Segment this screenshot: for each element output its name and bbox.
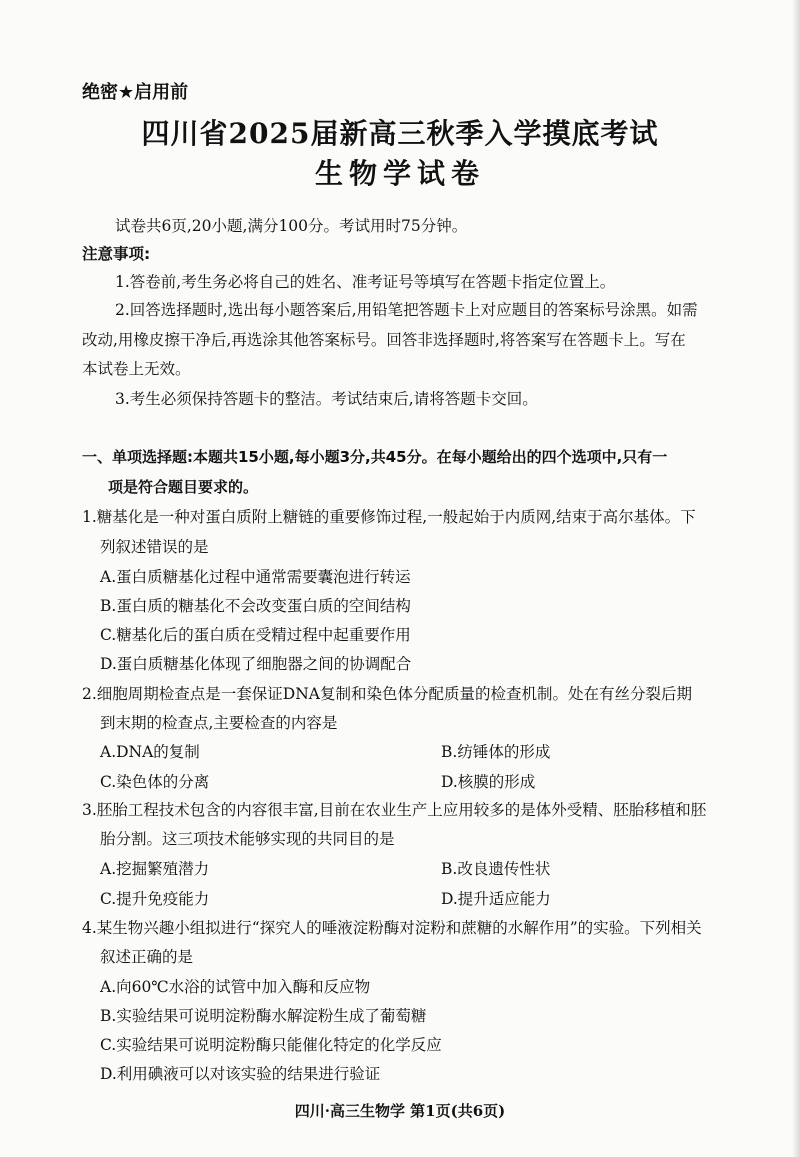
q1-stem-line-2: 列叙述错误的是 xyxy=(100,538,209,556)
note-item-2-line-2: 改动,用橡皮擦干净后,再选涂其他答案标号。回答非选择题时,将答案写在答题卡上。写在 xyxy=(82,331,686,349)
notes-heading: 注意事项: xyxy=(82,245,151,263)
q1-option-a: A.蛋白质糖基化过程中通常需要囊泡进行转运 xyxy=(100,568,411,586)
exam-info: 试卷共6页,20小题,满分100分。考试用时75分钟。 xyxy=(115,217,468,235)
q3-option-b: B.改良遗传性状 xyxy=(441,860,551,878)
note-item-3: 3.考生必须保持答题卡的整洁。考试结束后,请将答题卡交回。 xyxy=(115,390,538,408)
subject-title: 生物学试卷 xyxy=(314,157,485,190)
q4-stem-line-2: 叙述正确的是 xyxy=(100,948,194,966)
section-1-heading-cont: 项是符合题目要求的。 xyxy=(108,478,259,496)
q2-option-b: B.纺锤体的形成 xyxy=(441,743,551,761)
q3-option-a: A.挖掘繁殖潜力 xyxy=(100,860,210,878)
q2-option-d: D.核膜的形成 xyxy=(441,773,536,791)
q1-option-c: C.糖基化后的蛋白质在受精过程中起重要作用 xyxy=(100,626,411,644)
q4-option-b: B.实验结果可说明淀粉酶水解淀粉生成了葡萄糖 xyxy=(100,1007,427,1025)
q4-option-a: A.向60℃水浴的试管中加入酶和反应物 xyxy=(100,978,371,996)
note-item-1: 1.答卷前,考生务必将自己的姓名、准考证号等填写在答题卡指定位置上。 xyxy=(115,273,616,291)
q4-option-d: D.利用碘液可以对该实验的结果进行验证 xyxy=(100,1065,381,1083)
section-1-heading: 一、单项选择题:本题共15小题,每小题3分,共45分。在每小题给出的四个选项中,只有一 xyxy=(82,448,668,466)
q4-stem-line-1: 4.某生物兴趣小组拟进行“探究人的唾液淀粉酶对淀粉和蔗糖的水解作用”的实验。下列相关 xyxy=(82,919,702,937)
q1-option-b: B.蛋白质的糖基化不会改变蛋白质的空间结构 xyxy=(100,597,411,615)
q3-option-d: D.提升适应能力 xyxy=(441,890,551,908)
q3-stem-line-1: 3.胚胎工程技术包含的内容很丰富,目前在农业生产上应用较多的是体外受精、胚胎移植和胚 xyxy=(82,801,707,819)
q1-stem-line-1: 1.糖基化是一种对蛋白质附上糖链的重要修饰过程,一般起始于内质网,结束于高尔基体。下 xyxy=(82,508,696,526)
q4-option-c: C.实验结果可说明淀粉酶只能催化特定的化学反应 xyxy=(100,1036,442,1054)
q2-option-c: C.染色体的分离 xyxy=(100,773,210,791)
confidential-label: 绝密★启用前 xyxy=(82,82,189,103)
q2-option-a: A.DNA的复制 xyxy=(100,743,200,761)
q1-option-d: D.蛋白质糖基化体现了细胞器之间的协调配合 xyxy=(100,655,412,673)
q2-stem-line-1: 2.细胞周期检查点是一套保证DNA复制和染色体分配质量的检查机制。处在有丝分裂后期 xyxy=(82,685,692,703)
q3-stem-line-2: 胎分割。这三项技术能够实现的共同目的是 xyxy=(100,830,395,848)
note-item-2-line-3: 本试卷上无效。 xyxy=(82,360,191,378)
page-footer: 四川·高三生物学 第1页(共6页) xyxy=(294,1102,506,1120)
note-item-2-line-1: 2.回答选择题时,选出每小题答案后,用铅笔把答题卡上对应题目的答案标号涂黑。如需 xyxy=(115,301,698,319)
exam-title: 四川省2025届新高三秋季入学摸底考试 xyxy=(141,117,659,150)
q2-stem-line-2: 到末期的检查点,主要检查的内容是 xyxy=(100,714,338,732)
q3-option-c: C.提升免疫能力 xyxy=(100,890,210,908)
